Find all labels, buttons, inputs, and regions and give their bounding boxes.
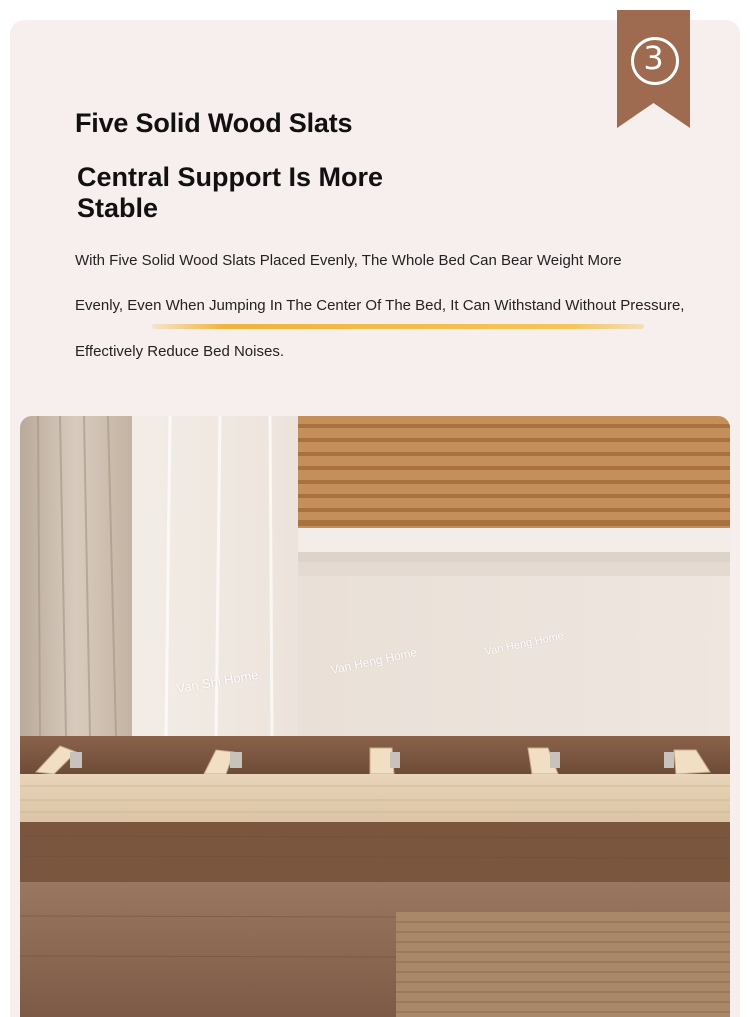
watermark-1: Van Shi Home xyxy=(175,666,260,697)
description-line-1: With Five Solid Wood Slats Placed Evenly, The Whole Bed Can Bear Weight More xyxy=(75,252,622,269)
bed-slat-illustration xyxy=(20,416,730,1017)
page-title: Five Solid Wood Slats xyxy=(75,108,353,138)
watermark-3: Van Heng Home xyxy=(483,629,565,659)
step-number: 3 xyxy=(643,39,664,77)
page-subtitle: Central Support Is More Stable xyxy=(77,162,384,223)
step-badge xyxy=(617,10,690,128)
description-line-3: Effectively Reduce Bed Noises. xyxy=(75,343,284,360)
product-photo xyxy=(20,416,730,1017)
description-line-2: Evenly, Even When Jumping In The Center Of The Bed, It Can Withstand Without Pressure, xyxy=(75,297,685,314)
highlight-underline xyxy=(152,324,644,329)
watermark-2: Van Heng Home xyxy=(329,645,419,677)
